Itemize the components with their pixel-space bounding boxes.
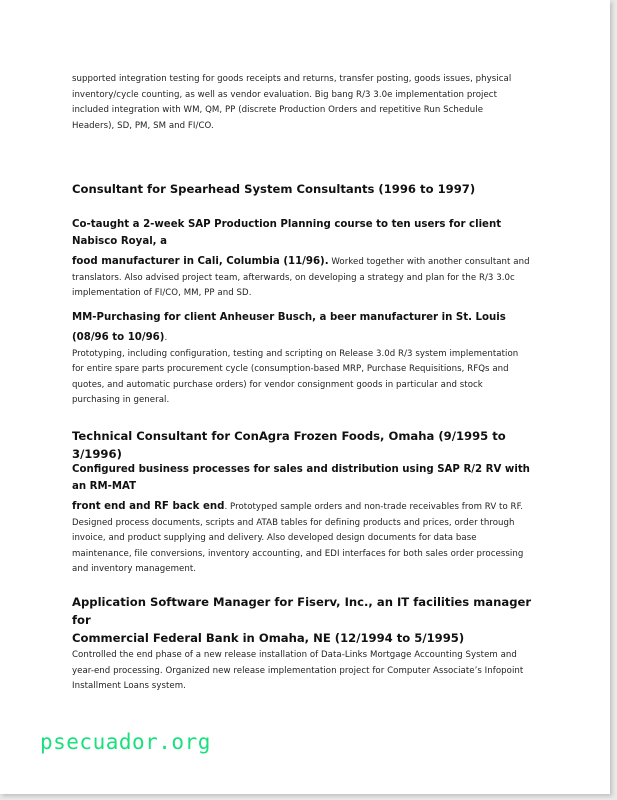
intro-paragraph: [72, 72, 544, 134]
job1-entry1-bold-line1: Co-taught a 2-week SAP Production Planning course to ten users for client Nabisco Royal, a: [72, 219, 502, 247]
job1-entry2: [72, 306, 544, 409]
job3-line: year-end processing. Organized new release implementation project for Computer Associate’s Infopoint: [72, 665, 524, 676]
job2-entry1-bold-line1: Configured business processes for sales and distribution using SAP R/2 RV with an RM-MAT: [72, 464, 530, 492]
job1-heading: Consultant for Spearhead System Consultants (1996 to 1997): [72, 182, 476, 196]
job3-line: Controlled the end phase of a new release installation of Data-Links Mortgage Accounting System and: [72, 650, 517, 660]
job2-entry1-line: and inventory management.: [72, 564, 197, 575]
job2-entry1-line2-rest: . Prototyped sample orders and non-trade receivables from RV to RF.: [224, 502, 523, 512]
job3-heading-line1: Application Software Manager for Fiserv, Inc., an IT facilities manager for: [72, 595, 532, 627]
job1-entry2-line: Prototyping, including configuration, testing and scripting on Release 3.0d R/3 system implementation: [72, 348, 519, 359]
job1-entry1-bold-line2: food manufacturer in Cali, Columbia (11/96).: [72, 256, 329, 267]
job1-entry2-line: quotes, and automatic purchase orders) for vendor consignment goods in particular and stock: [72, 379, 483, 390]
job3-heading-line2: Commercial Federal Bank in Omaha, NE (12/1994 to 5/1995): [72, 631, 465, 645]
job2-entry1-line: Designed process documents, scripts and ATAB tables for defining products and prices, order through: [72, 517, 515, 528]
watermark-text: psecuador.org: [40, 730, 211, 754]
job1-entry2-line: for entire spare parts procurement cycle (consumption-based MRP, Purchase Requisitions, RFQs and: [72, 364, 509, 375]
job2-entry1-bold-line2: front end and RF back end: [72, 501, 225, 512]
job1-entry1: [72, 216, 544, 302]
job1-entry1-line2-rest: Worked together with another consultant and: [328, 257, 530, 267]
job3-line: Installment Loans system.: [72, 681, 186, 692]
job3-heading: [72, 593, 544, 647]
job2-entry1-line: maintenance, file conversions, inventory accounting, and EDI interfaces for both sales order processing: [72, 548, 524, 559]
intro-line: Headers), SD, PM, SM and FI/CO.: [72, 120, 214, 131]
intro-line: supported integration testing for goods receipts and returns, transfer posting, goods issues, physical: [72, 74, 512, 84]
job2-entry1: [72, 461, 544, 578]
job1-entry2-line: purchasing in general.: [72, 395, 170, 406]
intro-line: inventory/cycle counting, as well as vendor evaluation. Big bang R/3 3.0e implementation project: [72, 89, 497, 100]
job2-heading: Technical Consultant for ConAgra Frozen Foods, Omaha (9/1995 to 3/1996): [72, 429, 506, 461]
job2-entry1-line: invoice, and product supplying and delivery. Also developed design documents for data base: [72, 533, 477, 544]
job1-entry2-bold-line1-end: .: [164, 333, 168, 343]
job1-entry1-line: translators. Also advised project team, afterwards, on developing a strategy and plan for the R/3 3.0c: [72, 272, 515, 283]
job3-paragraph: [72, 648, 544, 695]
job1-entry1-line: implementation of FI/CO, MM, PP and SD.: [72, 288, 252, 299]
intro-line: included integration with WM, QM, PP (discrete Production Orders and repetitive Run Schedule: [72, 105, 484, 116]
job1-entry2-bold-line1: MM-Purchasing for client Anheuser Busch, a beer manufacturer in St. Louis (08/96 to 10/96): [72, 312, 506, 343]
